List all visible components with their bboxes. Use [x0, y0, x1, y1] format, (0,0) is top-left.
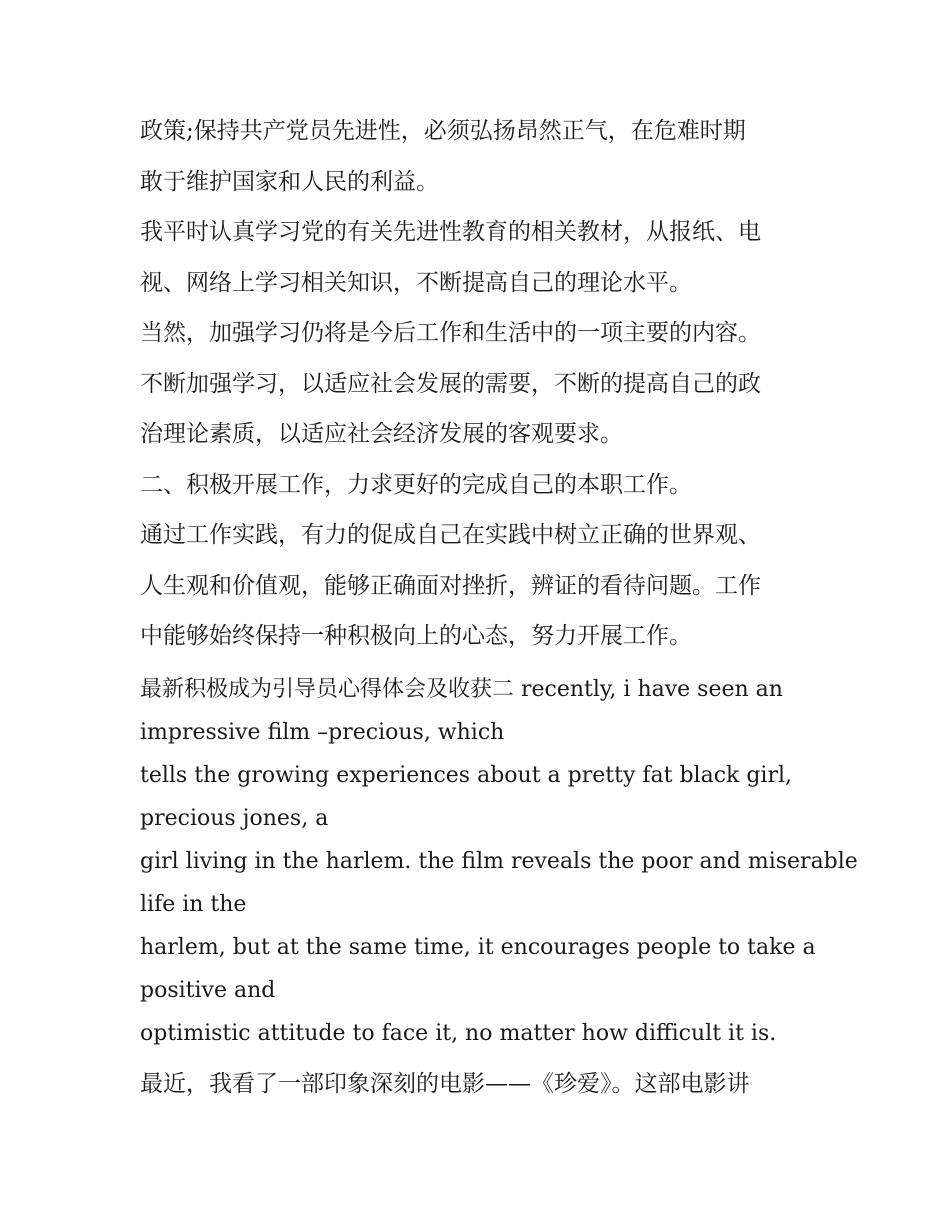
text-line: 不断加强学习，以适应社会发展的需要，不断的提高自己的政	[140, 370, 761, 397]
text-line: 人生观和价值观，能够正确面对挫折，辨证的看待问题。工作	[140, 572, 761, 599]
text-line: 视、网络上学习相关知识，不断提高自己的理论水平。	[140, 269, 692, 296]
document-body	[140, 106, 858, 1109]
text-line: 通过工作实践，有力的促成自己在实践中树立正确的世界观、	[140, 522, 761, 548]
text-line: harlem, but at the same time, it encourages people to take a	[140, 934, 816, 960]
section-heading: 二、积极开展工作，力求更好的完成自己的本职工作。	[140, 471, 692, 498]
text-line: 最近，我看了一部印象深刻的电影——《珍爱》。这部电影讲	[140, 1070, 750, 1097]
text-line: 我平时认真学习党的有关先进性教育的相关教材，从报纸、电	[140, 219, 761, 245]
text-line: 中能够始终保持一种积极向上的心态，努力开展工作。	[140, 623, 692, 649]
text-line: positive and	[140, 977, 276, 1003]
text-line: girl living in the harlem. the film reveals the poor and miserable	[140, 848, 858, 874]
text-line: 治理论素质，以适应社会经济发展的客观要求。	[140, 421, 623, 447]
text-line: 最新积极成为引导员心得体会及收获二 recently, i have seen an	[140, 676, 783, 702]
text-line: precious jones, a	[140, 805, 329, 831]
text-line: 当然，加强学习仍将是今后工作和生活中的一项主要的内容。	[140, 320, 761, 346]
text-line: tells the growing experiences about a pretty fat black girl,	[140, 762, 793, 788]
text-line: impressive film –precious, which	[140, 719, 505, 745]
text-line: 敢于维护国家和人民的利益。	[140, 168, 439, 195]
text-line: life in the	[140, 891, 247, 917]
text-line: optimistic attitude to face it, no matter how difficult it is.	[140, 1020, 777, 1046]
text-line: 政策;保持共产党员先进性，必须弘扬昂然正气，在危难时期	[140, 118, 746, 144]
